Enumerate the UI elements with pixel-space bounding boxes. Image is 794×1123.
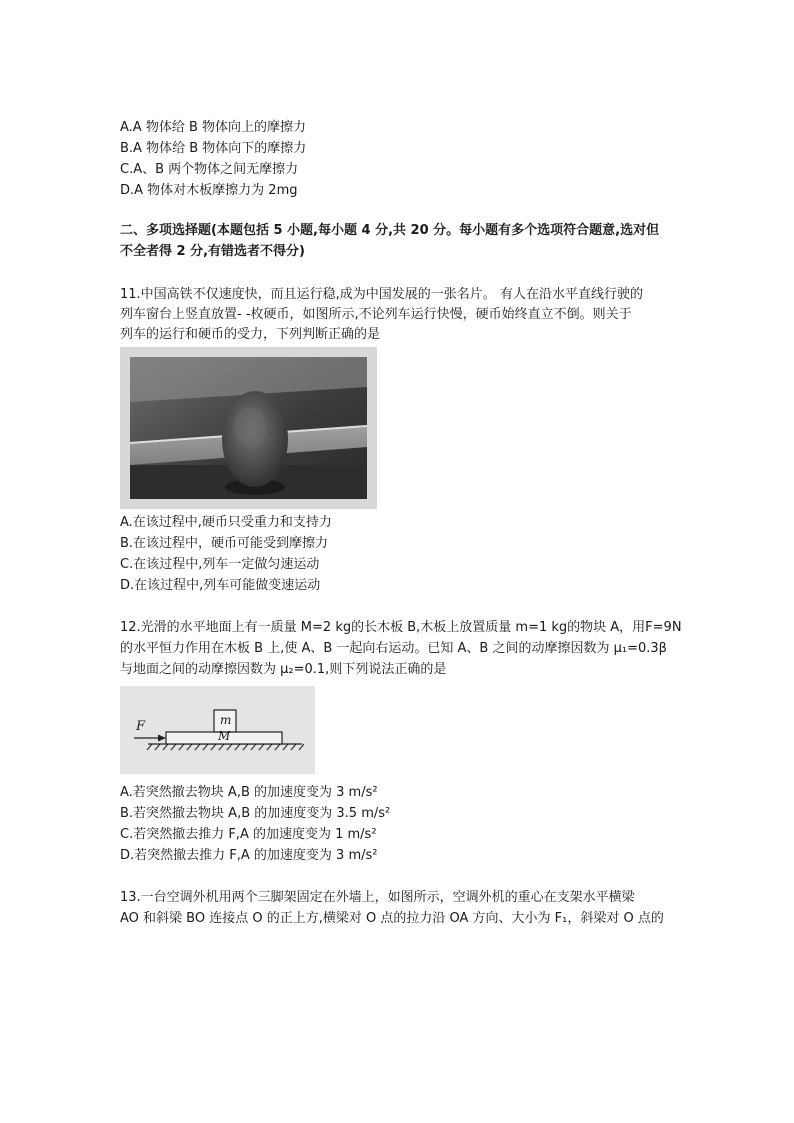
coin-photo-drawing [120,347,377,509]
q11-stem-1: 11.中国高铁不仅速度快，而且运行稳,成为中国发展的一张名片。 有人在沿水平直线行驶的 [120,287,643,302]
q10-option-b: B.A 物体给 B 物体向下的摩擦力 [120,141,307,156]
q11-stem-2: 列车窗台上竖直放置- -枚硬币，如图所示,不论列车运行快慢，硬币始终直立不倒。则关于 [120,307,632,322]
q11-option-a: A.在该过程中,硬币只受重力和支持力 [120,515,332,530]
q12-stem-2: 的水平恒力作用在木板 B 上,使 A、B 一起向右运动。已知 A、B 之间的动摩擦因数为 μ₁=0.3β [120,641,667,656]
q10-option-d: D.A 物体对木板摩擦力为 2mg [120,183,298,198]
board-label: M [218,729,231,743]
q13-stem-1: 13.一台空调外机用两个三脚架固定在外墙上，如图所示，空调外机的重心在支架水平横梁 [120,890,635,905]
q12-option-b: B.若突然撤去物块 A,B 的加速度变为 3.5 m/s² [120,806,391,821]
force-label: F [136,719,146,734]
section-heading: 二、多项选择题(本题包括 5 小题,每小题 4 分,共 20 分。每小题有多个选项符合题意,选对但 [120,223,660,238]
section-heading-cont: 不全者得 2 分,有错选者不得分) [120,244,305,259]
q11-option-b: B.在该过程中，硬币可能受到摩擦力 [120,536,329,551]
q10-option-c: C.A、B 两个物体之间无摩擦力 [120,162,299,177]
q11-option-d: D.在该过程中,列车可能做变速运动 [120,578,321,593]
board-block-diagram [120,686,315,774]
q11-option-c: C.在该过程中,列车一定做匀速运动 [120,557,320,572]
small-block-label: m [220,713,232,727]
q12-stem-1: 12.光滑的水平地面上有一质量 M=2 kg的长木板 B,木板上放置质量 m=1 kg的物块 A，用F=9N [120,620,682,635]
q13-stem-2: AO 和斜梁 BO 连接点 O 的正上方,横梁对 O 点的拉力沿 OA 方向、大小为 F₁，斜梁对 O 点的 [120,911,664,926]
q12-stem-3: 与地面之间的动摩擦因数为 μ₂=0.1,则下列说法正确的是 [120,662,447,677]
q11-stem-3: 列车的运行和硬币的受力，下列判断正确的是 [120,327,381,342]
coin-photo [120,347,377,509]
q12-option-a: A.若突然撤去物块 A,B 的加速度变为 3 m/s² [120,785,378,800]
q10-option-a: A.A 物体给 B 物体向上的摩擦力 [120,120,307,135]
q12-option-c: C.若突然撤去推力 F,A 的加速度变为 1 m/s² [120,827,377,842]
q12-option-d: D.若突然撤去推力 F,A 的加速度变为 3 m/s² [120,848,378,863]
